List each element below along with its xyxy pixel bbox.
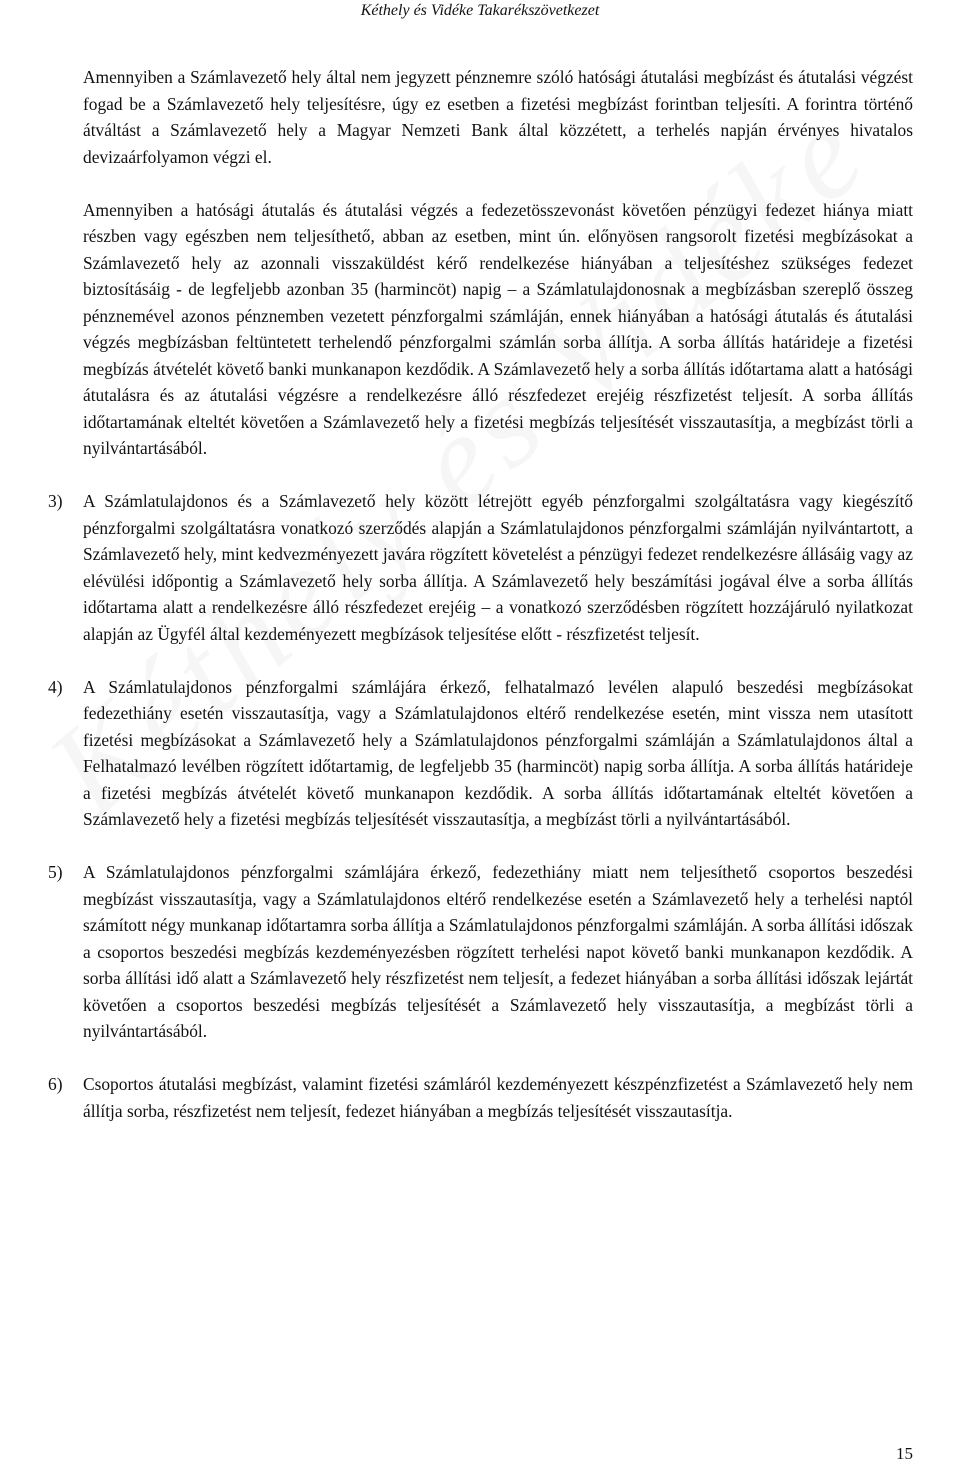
paragraph: Amennyiben a hatósági átutalás és átutalási végzés a fedezetösszevonást követően pénzügyi fedezet hiánya miatt részben vagy egészben nem teljesíthető, abban az esetben, mint ún. előnyösen rangsorolt fizetési megbízásokat a Számlavezető hely az azonnali visszaküldést kérő rendelkezése hiányában a teljesítéshez szükséges fedezet biztosításáig - de legfeljebb azonban 35 (harmincöt) napig – a Számlatulajdonosnak a megbízásban szereplő összeg pénznemével azonos pénznemben vezetett pénzforgalmi számláján, ennek hiányában a hatósági átutalás és átutalási végzés megbízásban feltüntetett terhelendő pénzforgalmi számlán sorba állítja. A sorba állítás határideje a fizetési megbízás átvételét követő banki munkanapon kezdődik. A Számlavezető hely a sorba állítás időtartama alatt a hatósági átutalásra és az átutalási végzésre a rendelkezésre álló részfedezet erejéig részfizetést teljesít. A sorba állítás időtartamának elteltét követően a Számlavezető hely a fizetési megbízás teljesítését visszautasítja, a megbízást törli a nyilvántartásából. (83, 199, 913, 458)
list-item-number: 4) (48, 676, 63, 697)
list-item-text: A Számlatulajdonos pénzforgalmi számlájára érkező, felhatalmazó levélen alapuló beszedési megbízásokat fedezethiány esetén visszautasítja, vagy a Számlatulajdonos eltérő rendelkezése esetén, mint vissza nem utasított fizetési megbízásokat a Számlavezető hely a Számlatulajdonos pénzforgalmi számláján a Számlatulajdonos által a Felhatalmazó levélben rögzített időtartamig, de legfeljebb 35 (harmincöt) napig sorba állítja. A sorba állítás határideje a fizetési megbízás átvételét követő munkanapon kezdődik. A sorba állítás időtartamának elteltét követően a Számlavezető hely a fizetési megbízás teljesítését visszautasítja, a megbízást törli a nyilvántartásából. (83, 676, 913, 829)
page-header (0, 0, 960, 21)
list-item-text: A Számlatulajdonos és a Számlavezető hely között létrejött egyéb pénzforgalmi szolgáltatásra vagy kiegészítő pénzforgalmi szolgáltatásra vonatkozó szerződés alapján a Számlatulajdonos pénzforgalmi számláján nyilvántartott, a Számlavezető hely, mint kedvezményezett javára rögzített követelést a pénzügyi fedezet rendelkezésre állásáig vagy az elévülési időpontig a Számlavezető hely sorba állítja. A Számlavezető hely beszámítási jogával élve a sorba állítás időtartama alatt a rendelkezésre álló részfedezet erejéig – a vonatkozó szerződésben rögzített hozzájáruló nyilatkozat alapján az Ügyfél által kezdeményezett megbízások teljesítése előtt - részfizetést teljesít. (83, 491, 913, 644)
list-item (48, 488, 913, 647)
list-item-text: A Számlatulajdonos pénzforgalmi számlájára érkező, fedezethiány miatt nem teljesíthető csoportos beszedési megbízást visszautasítja, vagy a Számlatulajdonos eltérő rendelkezése esetén a Számlavezető hely a terhelési naptól számított négy munkanap időtartamra sorba állítja a Számlatulajdonos pénzforgalmi számláján. A sorba állítási időszak a csoportos beszedési megbízás kezdeményezésben rögzített terhelési napot követő banki munkanapon kezdődik. A sorba állítási idő alatt a Számlavezető hely részfizetést nem teljesít, a fedezet hiányában a sorba állítási időszak lejártát követően a csoportos beszedési megbízás teljesítését a Számlavezető hely visszautasítja, a megbízást törli a nyilvántartásából. (83, 862, 913, 1041)
page-number: 15 (896, 1444, 913, 1463)
paragraph: Amennyiben a Számlavezető hely által nem jegyzett pénznemre szóló hatósági átutalási megbízást és átutalási végzést fogad be a Számlavezető hely teljesítésre, úgy ez esetben a fizetési megbízást forintban teljesíti. A forintra történő átváltást a Számlavezető hely a Magyar Nemzeti Bank által közzétett, a terhelés napján érvényes hivatalos devizaárfolyamon végzi el. (83, 67, 913, 167)
document-body (48, 64, 913, 1124)
list-item-number: 3) (48, 491, 63, 511)
list-item-text: Csoportos átutalási megbízást, valamint fizetési számláról kezdeményezett készpénzfizetést a Számlavezető hely nem állítja sorba, részfizetést nem teljesít, fedezet hiányában a megbízás teljesítését visszautasítja. (83, 1074, 913, 1121)
list-item (48, 1071, 913, 1124)
list-item (48, 674, 913, 833)
list-item (48, 859, 913, 1045)
header-title: Kéthely és Vidéke Takarékszövetkezet (360, 2, 600, 19)
list-item-number: 5) (48, 862, 63, 882)
list-item-number: 6) (48, 1074, 63, 1094)
